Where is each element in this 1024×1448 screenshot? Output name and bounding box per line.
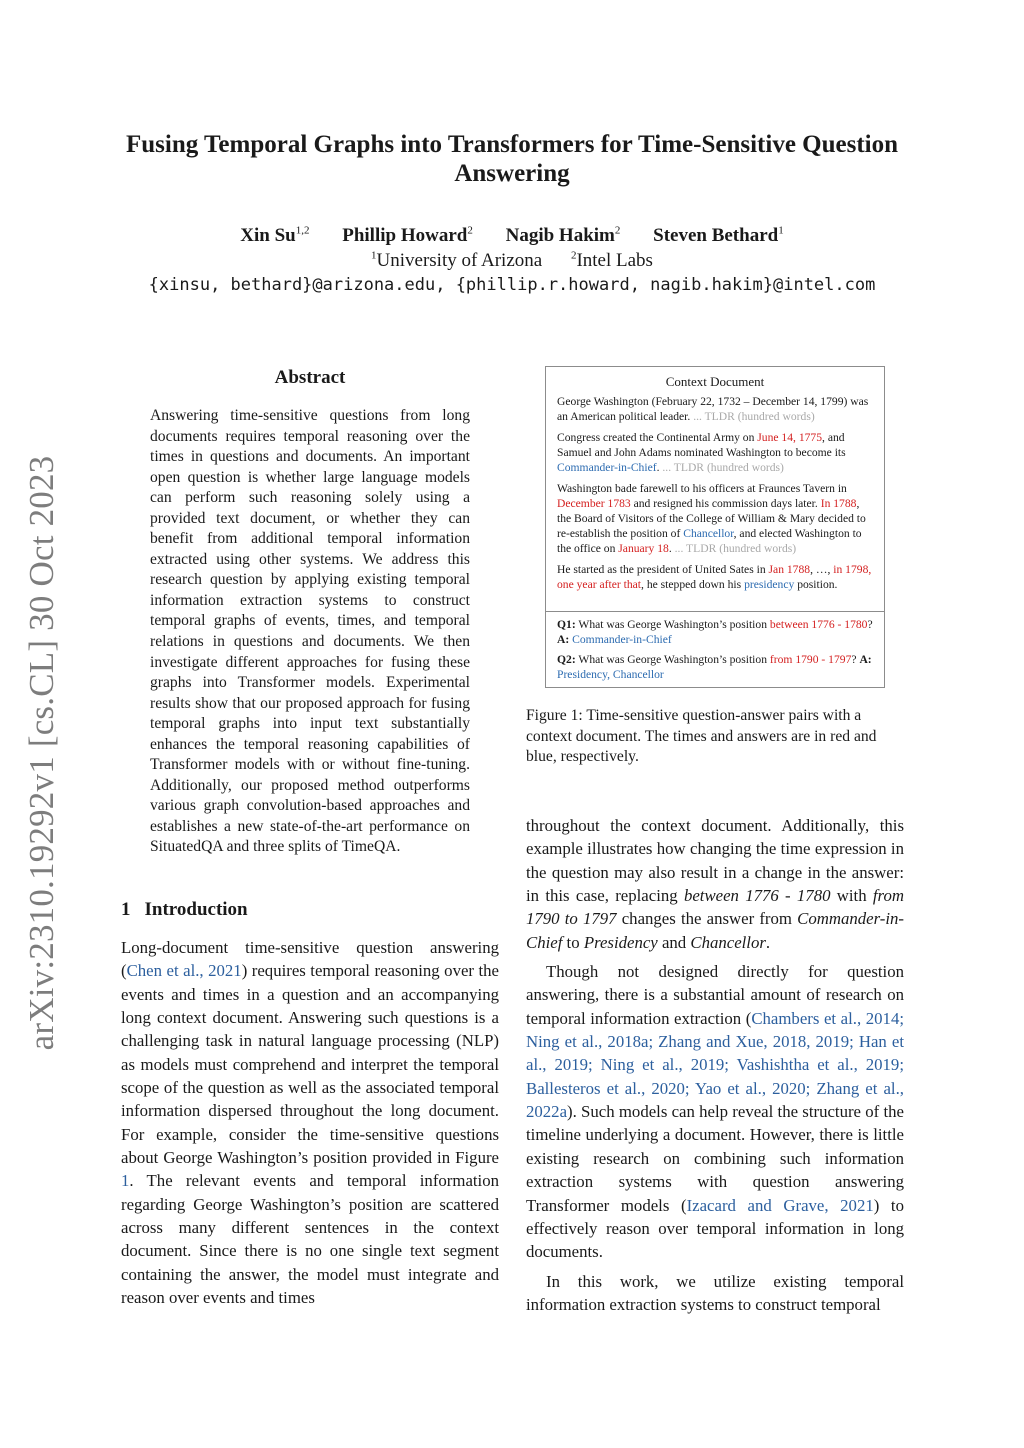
- author: Xin Su$^{1,2}$: [240, 224, 310, 246]
- paragraph: throughout the context document. Additionally, this example illustrates how changing the time expression in the question may also result in a change in the answer: in this case, replacing between 1776 - 1780 with from 1790 to 1797 changes the answer from Commander-in-Chief to Presidency and Chancellor.: [526, 816, 905, 952]
- affiliation: $^2$Intel Labs: [570, 249, 653, 271]
- arxiv-side-stamp: arXiv:2310.19292v1 [cs.CL] 30 Oct 2023: [22, 455, 61, 1051]
- figure-1-caption: Figure 1: Time-sensitive question-answer pairs with a context document. The times and answers are in red and blue, respectively.: [526, 707, 877, 765]
- figure-heading: Context Document: [665, 374, 765, 389]
- abstract-heading: Abstract: [274, 367, 346, 388]
- citation-link[interactable]: Chen et al., 2021: [126, 961, 242, 981]
- context-document-box: [546, 367, 884, 612]
- context-paragraph: Congress created the Continental Army on June 14, 1775, and Samuel and John Adams nominated Washington to become its Commander-in-Chief. ... TLDR (hundred words): [557, 431, 846, 474]
- section-heading-introduction: 1 Introduction: [121, 899, 248, 920]
- paragraph: In this work, we utilize existing temporal information extraction systems to construct temporal: [526, 1271, 904, 1314]
- affiliation: $^1$University of Arizona: [371, 249, 543, 271]
- question-answer-2: Q2: What was George Washington’s position from 1790 - 1797? A: Presidency, Chancellor: [557, 653, 872, 681]
- author-list: [100, 225, 924, 247]
- intro-left-column: [121, 936, 499, 1310]
- citation-link[interactable]: Izacard and Grave, 2021: [686, 1195, 874, 1215]
- author-emails: {xinsu, bethard}@arizona.edu, {phillip.r.howard, nagib.hakim}@intel.com: [148, 275, 876, 295]
- author: Nagib Hakim$^2$: [505, 224, 621, 246]
- paragraph: Long-document time-sensitive question answering (Chen et al., 2021) requires temporal reasoning over the events and times in a question and an accompanying long context document. Answering such questions is a challenging task in natural language processing (NLP) as models must comprehend and interpret the temporal scope of the question as well as the associated temporal information dispersed throughout the long document. For example, consider the time-sensitive questions about George Washington’s position provided in Figure 1. The relevant events and temporal information regarding George Washington’s position are scattered across many different sentences in the context document. Since there is no one single text segment containing the answer, the model must integrate and reason over events and times: [121, 938, 499, 1308]
- paragraph: Though not designed directly for question answering, there is a substantial amount of research on temporal information extraction (Chambers et al., 2014; Ning et al., 2018a; Zhang and Xue, 2018, 2019; Han et al., 2019; Ning et al., 2019; Vashishtha et al., 2019; Ballesteros et al., 2020; Yao et al., 2020; Zhang et al., 2022a). Such models can help reveal the structure of the timeline underlying a document. However, there is little existing research on combining such information extraction systems with question answering Transformer models (Izacard and Grave, 2021) to effectively reason over temporal information in long documents.: [526, 962, 905, 1262]
- author: Steven Bethard$^1$: [653, 224, 784, 246]
- figure-1: [545, 366, 885, 688]
- citation-link[interactable]: Chambers et al., 2014; Ning et al., 2018a; Zhang and Xue, 2018, 2019; Han et al., 2019; Ning et al., 2019; Vashishtha et al., 2019; Ballesteros et al., 2020; Yao et al., 2020; Zhang et al., 2022a: [526, 1008, 905, 1122]
- question-answer-1: Q1: What was George Washington’s position between 1776 - 1780? A: Commander-in-Chief: [557, 618, 873, 646]
- intro-right-column: [526, 814, 904, 1316]
- author: Phillip Howard$^2$: [342, 224, 473, 246]
- qa-pairs: [546, 617, 884, 687]
- context-paragraph: George Washington (February 22, 1732 – December 14, 1799) was an American political leader. ... TLDR (hundred words): [557, 395, 869, 423]
- context-paragraph: Washington bade farewell to his officers at Fraunces Tavern in December 1783 and resigned his commission days later. In 1788, the Board of Visitors of the College of William & Mary decided to re-establish the position of Chancellor, and elected Washington to the office on January 18. ... TLDR (hundred words): [557, 482, 866, 555]
- paper-title: Fusing Temporal Graphs into Transformers for Time-Sensitive Question Answering: [125, 131, 899, 187]
- context-paragraph: He started as the president of United Sates in Jan 1788, …, in 1798, one year after that, he stepped down his presidency position.: [557, 563, 872, 591]
- figure-ref-link[interactable]: 1: [121, 1171, 130, 1191]
- affiliations: [100, 250, 924, 272]
- abstract-text: Answering time-sensitive questions from long documents requires temporal reasoning over the times in questions and documents. An important open question is whether large language models can perform such reasoning solely using a provided text document, or whether they can benefit from additional temporal information extracted using other systems. We address this research question by applying existing temporal information extraction systems to construct temporal graphs of events, times, and temporal relations in questions and documents. We then investigate different approaches for fusing these graphs into Transformer models. Experimental results show that our proposed approach for fusing temporal graphs into input text substantially enhances the temporal reasoning capabilities of Transformer models with or without fine-tuning. Additionally, our proposed method outperforms various graph convolution-based approaches and establishes a new state-of-the-art performance on SituatedQA and three splits of TimeQA.: [150, 407, 470, 856]
